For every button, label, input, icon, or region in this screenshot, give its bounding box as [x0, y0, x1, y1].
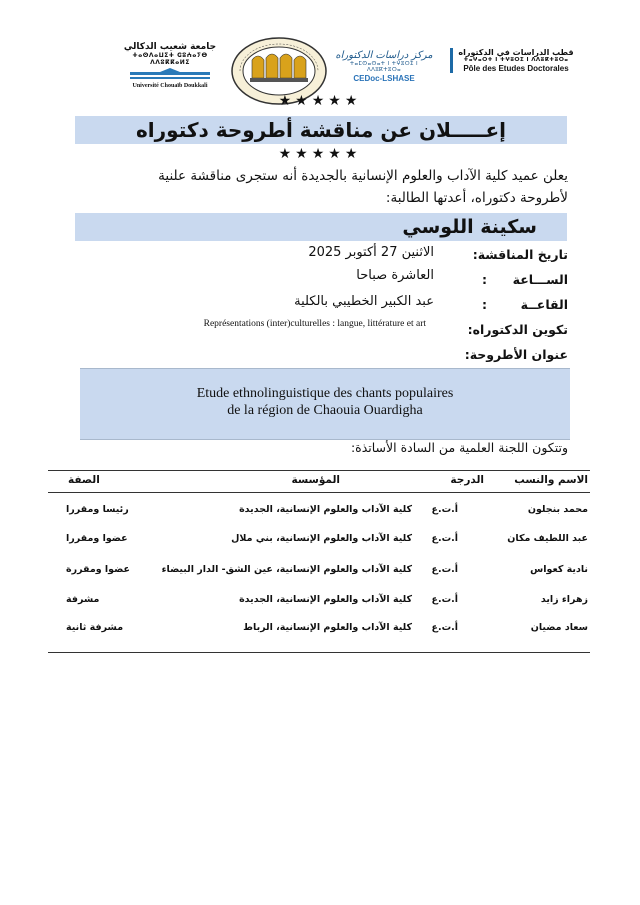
- university-name-tifinagh: ⵜⴰⵙⴷⴰⵡⵉⵜ ⵛⵓⵄⴰⵢⴱ ⴷⴷⵓⴽⴽⴰⵍⵉ: [132, 52, 208, 66]
- row-name: نادية كعواس: [530, 564, 588, 575]
- row-role: مشرفة ثانية: [66, 622, 124, 633]
- cedoc-logo: [334, 50, 434, 83]
- thesis-title-line-2: de la région de Chaouia Ouardigha: [227, 403, 423, 418]
- university-logo: [120, 42, 220, 89]
- header-grade: الدرجة: [450, 474, 484, 486]
- table-header-rule: [48, 492, 590, 493]
- time-colon: :: [482, 272, 487, 287]
- student-band: [75, 213, 567, 241]
- stars-top: ★★★★★: [278, 93, 362, 109]
- thesis-title-line-1: Etude ethnolinguistique des chants populaires: [196, 386, 454, 401]
- row-name: زهراء زايد: [540, 594, 588, 605]
- cedoc-name-tifinagh: ⵜⴰⵎⵙⴰⵙⴰⵜ ⵏ ⵜⵖⵓⵔⵉ ⵏ ⴷⴷⵓⴽⵜⵓⵔⴰ: [349, 61, 419, 73]
- program-label: تكوين الدكتوراه:: [467, 322, 568, 337]
- room-value: عبد الكبير الخطيبي بالكلية: [294, 294, 434, 309]
- row-institution: كلية الآداب والعلوم الإنسانية، بني ملال: [231, 533, 412, 544]
- row-name: عبد اللطيف مكان: [507, 533, 588, 544]
- student-name: سكينة اللوسي: [402, 216, 537, 238]
- university-emblem-icon: [130, 68, 210, 82]
- row-institution: كلية الآداب والعلوم الإنسانية، الجديدة: [239, 594, 412, 605]
- program-value: Représentations (inter)culturelles : langue, littérature et art: [203, 319, 426, 329]
- table-bottom-rule: [48, 652, 590, 653]
- date-label: تاريخ المناقشة:: [472, 247, 568, 262]
- cedoc-name-en: CEDoc-LSHASE: [353, 74, 415, 83]
- row-role: مشرفة: [66, 594, 100, 605]
- header-institution: المؤسسة: [291, 474, 340, 486]
- thesis-title-label: عنوان الأطروحة:: [464, 347, 568, 362]
- row-institution: كلية الآداب والعلوم الإنسانية، عين الشق- الدار البيضاء: [161, 564, 412, 575]
- intro-line-1: يعلن عميد كلية الآداب والعلوم الإنسانية بالجديدة أنه ستجرى مناقشة علنية: [158, 168, 568, 184]
- room-colon: :: [482, 297, 487, 312]
- row-role: رئيسا ومقررا: [66, 504, 129, 515]
- row-grade: أ.ت.ع: [431, 533, 458, 544]
- pole-name-ar: قطب الدراسات في الدكتوراه: [458, 48, 574, 57]
- row-institution: كلية الآداب والعلوم الإنسانية، الرباط: [243, 622, 412, 633]
- row-grade: أ.ت.ع: [431, 504, 458, 515]
- university-name-fr: Université Chouaïb Doukkali: [132, 83, 208, 89]
- pole-logo: [450, 48, 575, 73]
- stars-bottom: ★★★★★: [278, 146, 362, 162]
- header-role: الصفة: [68, 474, 100, 486]
- row-role: عضوا ومقررة: [66, 564, 130, 575]
- table-top-rule: [48, 470, 590, 471]
- pole-name-fr: Pôle des Etudes Doctorales: [463, 64, 569, 73]
- row-grade: أ.ت.ع: [431, 594, 458, 605]
- university-name-ar: جامعة شعيب الدكالي: [123, 42, 217, 52]
- committee-intro: وتتكون اللجنة العلمية من السادة الأساتذة:: [350, 440, 568, 455]
- time-label: الســـاعة: [512, 272, 568, 287]
- page-title: إعـــــلان عن مناقشة أطروحة دكتوراه: [136, 118, 506, 142]
- pole-name-tifinagh: ⵜⴰⵖⴰⵔⵜ ⵏ ⵜⵖⵓⵔⵉ ⵏ ⴷⴷⵓⴽⵜⵓⵔⴰ: [463, 57, 569, 63]
- cedoc-name-ar: مركز دراسات الدكتوراه: [335, 50, 433, 61]
- date-value: الاثنين 27 أكتوبر 2025: [308, 245, 434, 260]
- room-label: القاعــة: [520, 297, 568, 312]
- header-name: الاسم والنسب: [514, 474, 588, 486]
- row-grade: أ.ت.ع: [431, 622, 458, 633]
- intro-line-2: لأطروحة دكتوراه، أعدتها الطالبة:: [385, 190, 568, 206]
- thesis-title-box: [80, 368, 570, 440]
- row-institution: كلية الآداب والعلوم الإنسانية، الجديدة: [239, 504, 412, 515]
- row-name: محمد بنجلون: [527, 504, 588, 515]
- row-role: عضوا ومقررا: [66, 533, 128, 544]
- title-band: [75, 116, 567, 144]
- row-grade: أ.ت.ع: [431, 564, 458, 575]
- time-value: العاشرة صباحا: [356, 268, 434, 283]
- row-name: سعاد مضيان: [530, 622, 588, 633]
